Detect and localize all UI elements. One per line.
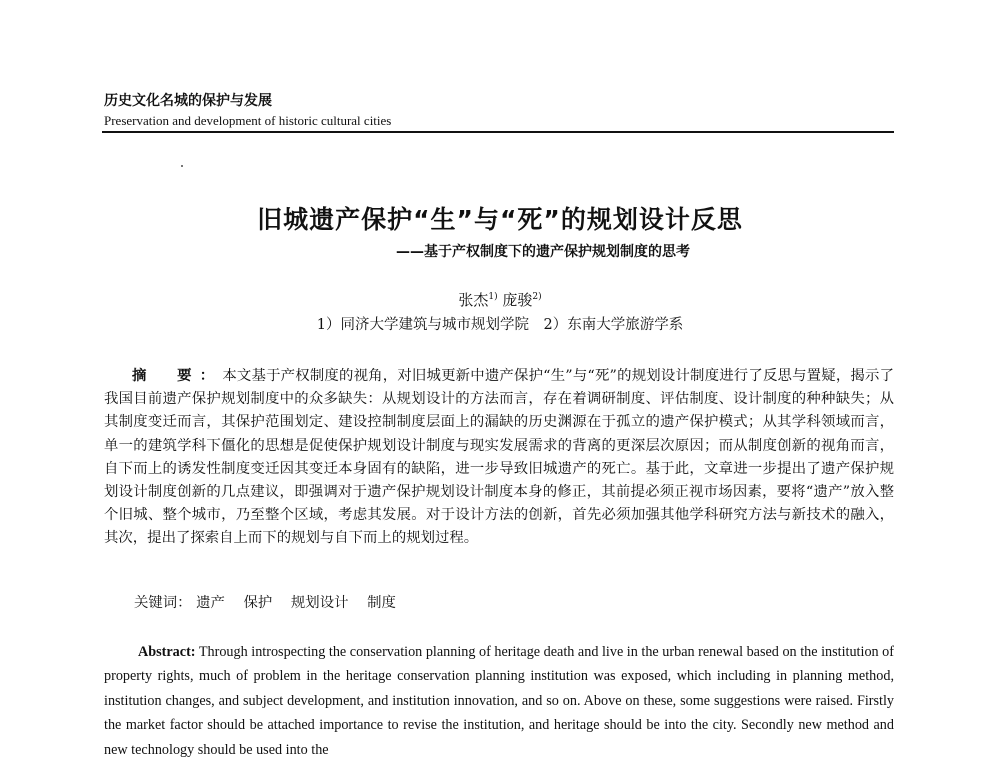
scan-speck	[181, 165, 183, 167]
author-name: 张杰	[458, 291, 489, 309]
running-header-chinese: 历史文化名城的保护与发展	[104, 93, 272, 109]
abstract-english	[104, 640, 894, 762]
keywords-label: 关键词：	[134, 595, 192, 611]
keyword: 规划设计	[290, 595, 349, 611]
author-affiliation-mark: 1)	[488, 292, 498, 302]
running-header-english: Preservation and development of historic cultural cities	[104, 113, 392, 128]
keywords-line	[134, 591, 410, 612]
affiliations: 1）同济大学建筑与城市规划学院 2）东南大学旅游学系	[316, 317, 684, 333]
abstract-chinese-label: 摘 要：	[132, 367, 223, 384]
keyword: 遗产	[196, 595, 225, 611]
article-title: 旧城遗产保护“生”与“死”的规划设计反思	[257, 205, 743, 234]
author-name: 庞骏	[502, 291, 533, 309]
author-affiliation-mark: 2)	[532, 292, 542, 302]
keyword: 制度	[367, 595, 396, 611]
keyword: 保护	[243, 595, 273, 611]
abstract-english-text: Through introspecting the conservation planning of heritage death and live in the urban renewal based on the institution of property rights, much of problem in the heritage conservation planning institution was exposed, which including in planning method, institution changes, and subject development, and institution innovation, and so on. Above on these, some suggestions were raised. Firstly the market factor should be attached importance to revise the institution, and heritage should be into the city. Secondly new method and new technology should be used into the	[104, 644, 895, 758]
abstract-chinese	[104, 364, 894, 551]
author-line	[0, 289, 1000, 310]
abstract-english-label: Abstract:	[138, 644, 196, 660]
article-subtitle: ——基于产权制度下的遗产保护规划制度的思考	[396, 244, 690, 260]
header-divider	[102, 131, 894, 133]
abstract-chinese-text: 本文基于产权制度的视角，对旧城更新中遗产保护“生”与“死”的规划设计制度进行了反思与置疑，揭示了我国目前遗产保护规划制度中的众多缺失：从规划设计的方法而言，存在着调研制度、评估制度、设计制度的种种缺失；从其制度变迁而言，其保护范围划定、建设控制制度层面上的漏缺的历史渊源在于孤立的遗产保护模式；从其学科领域而言，单一的建筑学科下僵化的思想是促使保护规划设计制度与现实发展需求的背离的更深层次原因；而从制度创新的视角而言，自下而上的诱发性制度变迁因其变迁本身固有的缺陷，进一步导致旧城遗产的死亡。基于此，文章进一步提出了遗产保护规划设计制度创新的几点建议，即强调对于遗产保护规划设计制度本身的修正，其前提必须正视市场因素，要将“遗产”放入整个旧城、整个城市，乃至整个区域，考虑其发展。对于设计方法的创新，首先必须加强其他学科研究方法与新技术的融入，其次，提出了探索自上而下的规划与自下而上的规划过程。	[104, 368, 894, 547]
